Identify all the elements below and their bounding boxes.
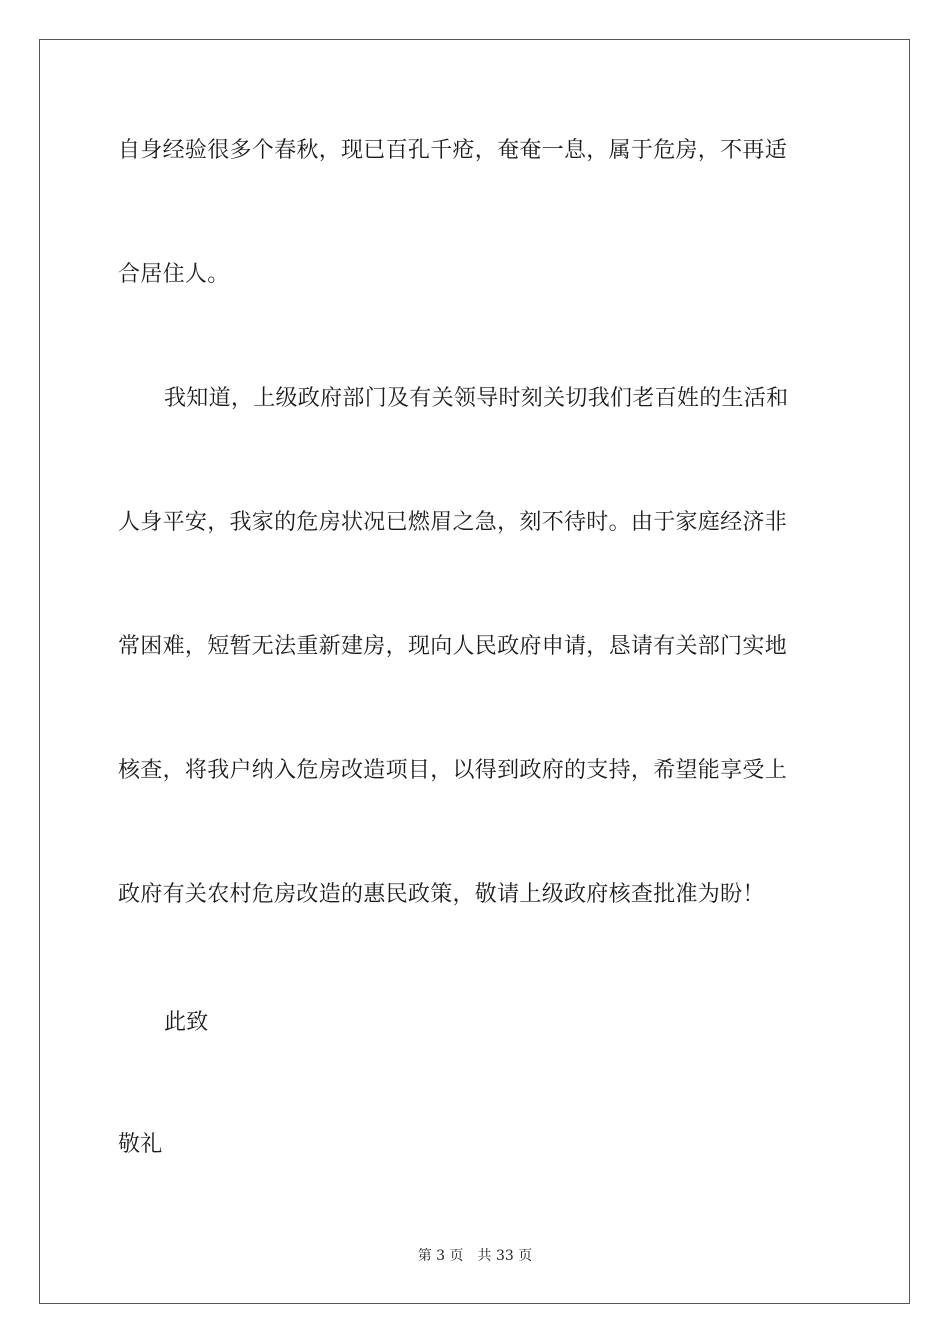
body-line-5: 常困难，短暂无法重新建房，现向人民政府申请，恳请有关部门实地 xyxy=(118,634,788,659)
body-line-3: 我知道，上级政府部门及有关领导时刻关切我们老百姓的生活和 xyxy=(164,386,789,411)
body-line-6: 核查，将我户纳入危房改造项目，以得到政府的支持，希望能享受上 xyxy=(118,758,788,783)
body-line-4: 人身平安，我家的危房状况已燃眉之急，刻不待时。由于家庭经济非 xyxy=(118,510,788,535)
body-line-2: 合居住人。 xyxy=(118,262,230,287)
page-border xyxy=(39,39,910,1304)
body-line-1: 自身经验很多个春秋，现已百孔千疮，奄奄一息，属于危房，不再适 xyxy=(118,138,788,163)
body-line-7: 政府有关农村危房改造的惠民政策，敬请上级政府核查批准为盼！ xyxy=(118,882,765,907)
page-number: 第 3 页 xyxy=(417,1248,464,1264)
closing-line: 敬礼 xyxy=(118,1132,163,1157)
page-total: 共 33 页 xyxy=(477,1248,533,1264)
page-footer xyxy=(0,1246,950,1266)
salutation-line: 此致 xyxy=(164,1010,209,1035)
